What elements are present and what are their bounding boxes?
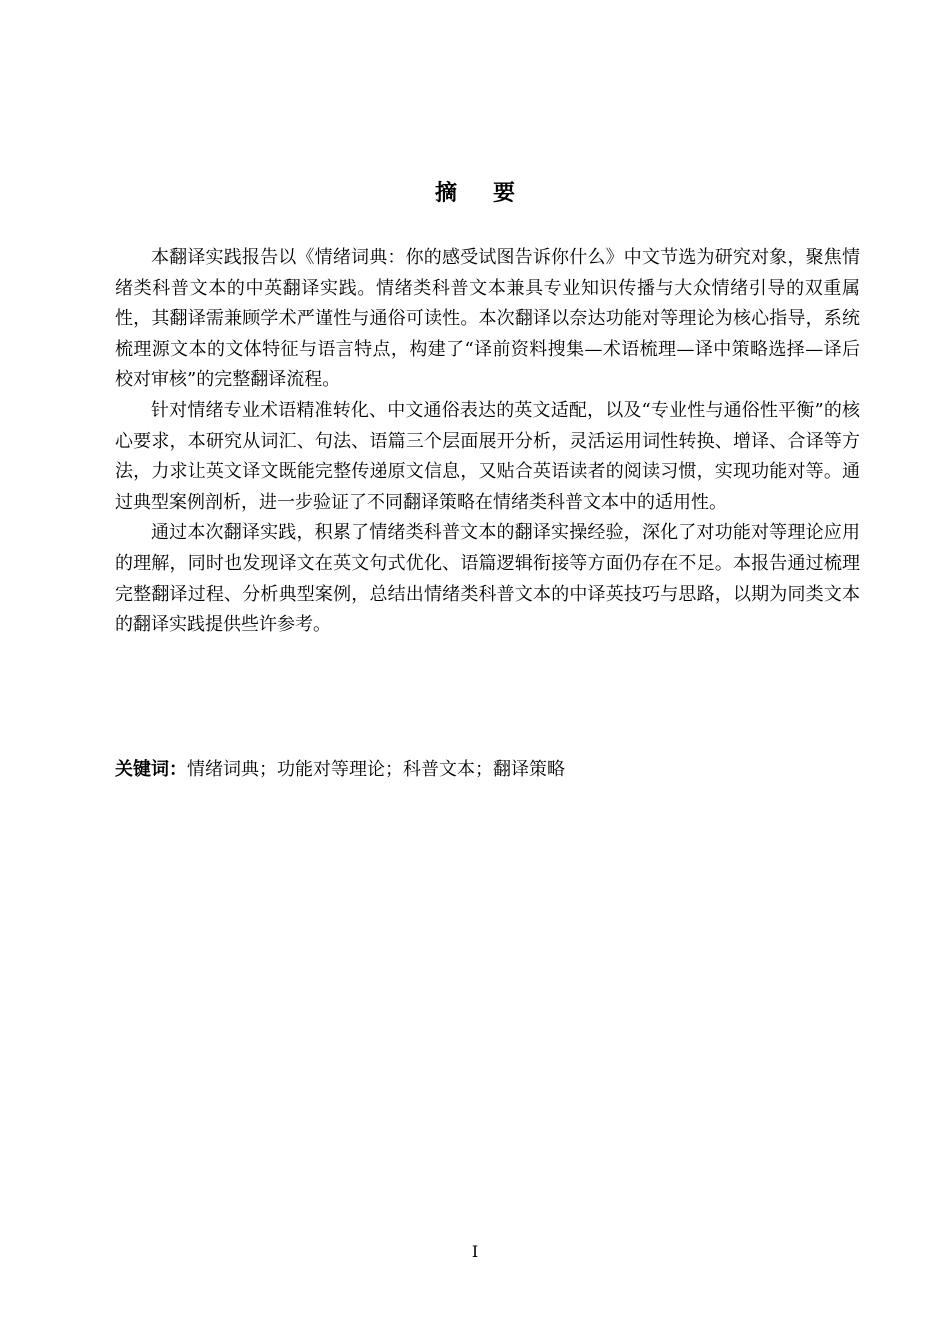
abstract-paragraph-1: 本翻译实践报告以《情绪词典：你的感受试图告诉你什么》中文节选为研究对象，聚焦情绪类科普文本的中英翻译实践。情绪类科普文本兼具专业知识传播与大众情绪引导的双重属性，其翻译需兼顾学术严谨性与通俗可读性。本次翻译以奈达功能对等理论为核心指导，系统梳理源文本的文体特征与语言特点，构建了“译前资料搜集—术语梳理—译中策略选择—译后校对审核”的完整翻译流程。 [115, 247, 860, 391]
abstract-body [115, 243, 860, 641]
abstract-title: 摘要 [434, 181, 551, 206]
keywords-text: 情绪词典；功能对等理论；科普文本；翻译策略 [187, 759, 565, 780]
abstract-paragraph-2: 针对情绪专业术语精准转化、中文通俗表达的英文适配，以及“专业性与通俗性平衡”的核心要求，本研究从词汇、句法、语篇三个层面展开分析，灵活运用词性转换、增译、合译等方法，力求让英文译文既能完整传递原文信息，又贴合英语读者的阅读习惯，实现功能对等。通过典型案例剖析，进一步验证了不同翻译策略在情绪类科普文本中的适用性。 [115, 399, 860, 513]
page-number: I [471, 1242, 479, 1261]
keywords-label: 关键词： [115, 759, 187, 780]
abstract-paragraph-3: 通过本次翻译实践，积累了情绪类科普文本的翻译实操经验，深化了对功能对等理论应用的理解，同时也发现译文在英文句式优化、语篇逻辑衔接等方面仍存在不足。本报告通过梳理完整翻译过程、分析典型案例，总结出情绪类科普文本的中译英技巧与思路，以期为同类文本的翻译实践提供些许参考。 [115, 522, 860, 636]
keywords-line [115, 755, 860, 785]
